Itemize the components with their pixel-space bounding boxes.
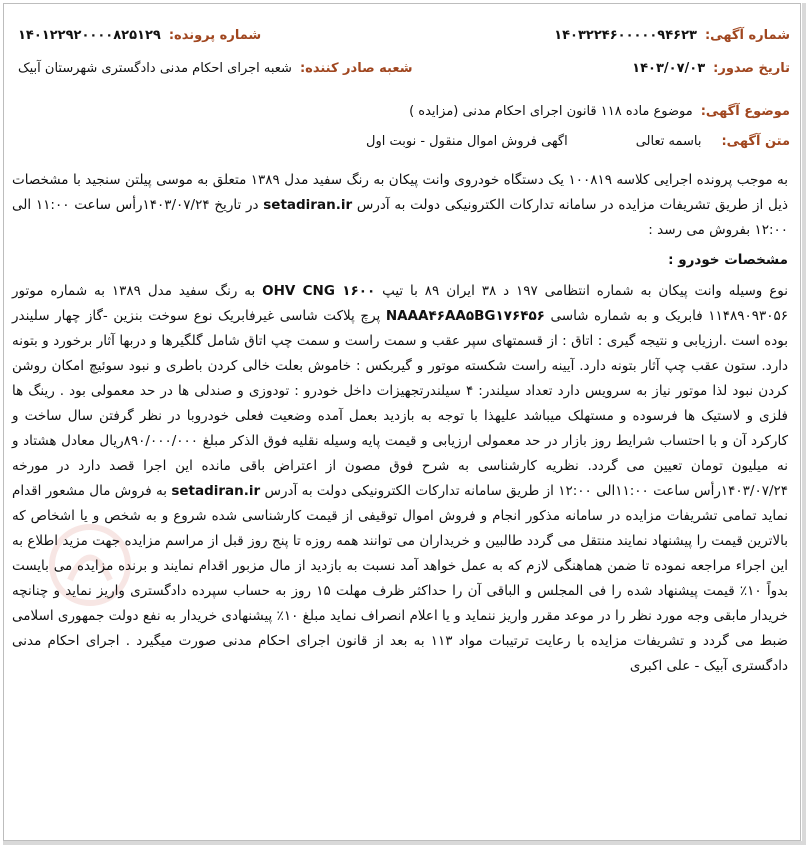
notice-document bbox=[10, 28, 790, 679]
file-number-label: شماره پرونده: bbox=[168, 28, 262, 43]
subject-row bbox=[10, 104, 790, 134]
site-link-1: setadiran.ir bbox=[263, 197, 353, 213]
intro-paragraph bbox=[10, 168, 790, 243]
issue-date-value: ۱۴۰۳/۰۷/۰۳ bbox=[632, 61, 706, 76]
chassis-number: NAAA۴۶AA۵BG۱۷۶۴۵۶ bbox=[385, 308, 545, 324]
body-part-2: به رنگ سفید مدل ۱۳۸۹ به شماره موتور ۱۱۴۸۹۰۹۳۰۵۶ فابریک و به شماره شاسی bbox=[12, 283, 788, 324]
notice-title: اگهی فروش اموال منقول - نوبت اول bbox=[366, 134, 568, 149]
greeting: باسمه تعالی bbox=[635, 134, 702, 149]
ad-number bbox=[554, 28, 790, 43]
issuer-value: شعبه اجرای احکام مدنی دادگستری شهرستان آبیک bbox=[18, 61, 292, 76]
body-part-1: نوع وسیله وانت پیکان به شماره انتظامی ۱۹۷ د ۳۸ ایران ۸۹ با تیپ bbox=[382, 283, 788, 299]
body-part-3: پرچ پلاکت شاسی غیرفابریک نوع سوخت بنزین -گاز چهار سلیندر بوده است .ارزیابی و نتیجه گیری : اتاق : از قسمتهای سپر عقب و سمت راست و سمت چپ اتاق شامل گلگیرها و دربها آثار برخورد و بتونه دارد. ستون عقب چپ آثار بتونه دارد. آیینه راست شکسته موتور و گیربکس : خاموش بعلت خالی کردن باطری و نبود سوئیچ امکان روشن کردن نبود لذا موتور نیاز به سرویس دارد تعداد سیلندر: ۴ سیلندرتجهیزات داخل خودرو : تودوزی و صندلی ها در حد معمولی بود . رینگ ها فلزی و لاستیک ها فرسوده و مستهلک میباشد علیهذا با توجه به بازدید بعمل آمده وضعیت فعلی خودروبا در نظر گرفتن سال ساخت و کارکرد آن و با احتساب شرایط روز بازار در حد معمولی ارزیابی و قیمت پایه وسیله نقلیه فوق الذکر مبلغ ۸۹۰/۰۰۰/۰۰۰ریال معادل هشتاد و نه میلیون تومان تعیین می گردد. نظریه کارشناسی به شرح فوق مصون از اعتراض باقی مانده این اجرا قصد دارد در مورخه ۱۴۰۳/۰۷/۲۴رأس ساعت ۱۱:۰۰الی ۱۲:۰۰ از طریق سامانه تدارکات الکترونیکی دولت به آدرس bbox=[12, 308, 789, 499]
intro-part-1: به موجب پرونده اجرایی کلاسه ۱۰۰۸۱۹ یک دستگاه خودروی وانت پیکان به رنگ سفید مدل ۱۳۸۹ متعلق به موسی پیلتن سنجید با مشخصات ذیل از طریق تشریفات مزایده در سامانه تدارکات الکترونیکی دولت به آدرس bbox=[12, 172, 788, 213]
site-link-2: setadiran.ir bbox=[171, 483, 261, 499]
issue-date-label: تاریخ صدور: bbox=[713, 61, 790, 76]
file-number-value: ۱۴۰۱۲۲۹۲۰۰۰۰۸۲۵۱۲۹ bbox=[18, 28, 161, 43]
ad-number-label: شماره آگهی: bbox=[704, 28, 790, 43]
issue-date bbox=[632, 61, 790, 76]
header-row-1 bbox=[10, 28, 790, 61]
subject-value: موضوع ماده ۱۱۸ قانون اجرای احکام مدنی (مزایده ) bbox=[409, 104, 693, 119]
body-part-4: به فروش مال مشعور اقدام نماید تمامی تشریفات مزایده در سامانه مذکور انجام و فروش اموال توقیفی از قیمت کارشناسی شده شروع و به شخص و یا اشخاص که بالاترین قیمت را پیشنهاد نمایند منتقل می گردد طالبین و خریداران می توانند همه روزه تا پنج روز قبل از مراسم مزایده جهت مزید اطلاع به این اجراء مراجعه نموده تا ضمن هماهنگی لازم که به عمل خواهد آمد نسبت به بازدید از مال مزبور اقدام نمایند و برنده مزایده می بایست بدواً ۱۰٪ قیمت پیشنهاد شده را فی المجلس و الباقی آن را حداکثر ظرف مهلت ۱۵ روز به حساب سپرده دادگستری واریز نماید و چنانچه خریدار مابقی وجه مورد نظر را در موعد مقرر واریز ننماید و یا اعلام انصراف نماید مبلغ ۱۰٪ پیشنهادی خریدار به نفع دولت جمهوری اسلامی ضبط می گردد و تشریفات مزایده با رعایت ترتیبات مواد ۱۱۳ به بعد از قانون اجرای احکام مدنی صورت میگیرد . اجرای احکام مدنی دادگستری آبیک - علی اکبری bbox=[12, 483, 789, 674]
spec-title: مشخصات خودرو : bbox=[668, 252, 788, 268]
file-number bbox=[18, 28, 261, 43]
frame-shadow-right bbox=[802, 3, 806, 845]
text-label: متن آگهی: bbox=[721, 134, 790, 149]
body-paragraph bbox=[10, 279, 790, 679]
text-header-row bbox=[10, 134, 790, 168]
issuer bbox=[18, 61, 412, 76]
header-row-2 bbox=[10, 61, 790, 94]
intro-part-2: در تاریخ ۱۴۰۳/۰۷/۲۴رأس ساعت ۱۱:۰۰ الی ۱۲:۰۰ بفروش می رسد : bbox=[12, 197, 788, 238]
vehicle-model: OHV CNG ۱۶۰۰ bbox=[262, 283, 376, 299]
issuer-label: شعبه صادر کننده: bbox=[299, 61, 413, 76]
frame-shadow-bottom bbox=[3, 841, 806, 845]
subject-label: موضوع آگهی: bbox=[700, 104, 790, 119]
ad-number-value: ۱۴۰۳۲۲۴۶۰۰۰۰۰۹۴۶۲۳ bbox=[554, 28, 697, 43]
